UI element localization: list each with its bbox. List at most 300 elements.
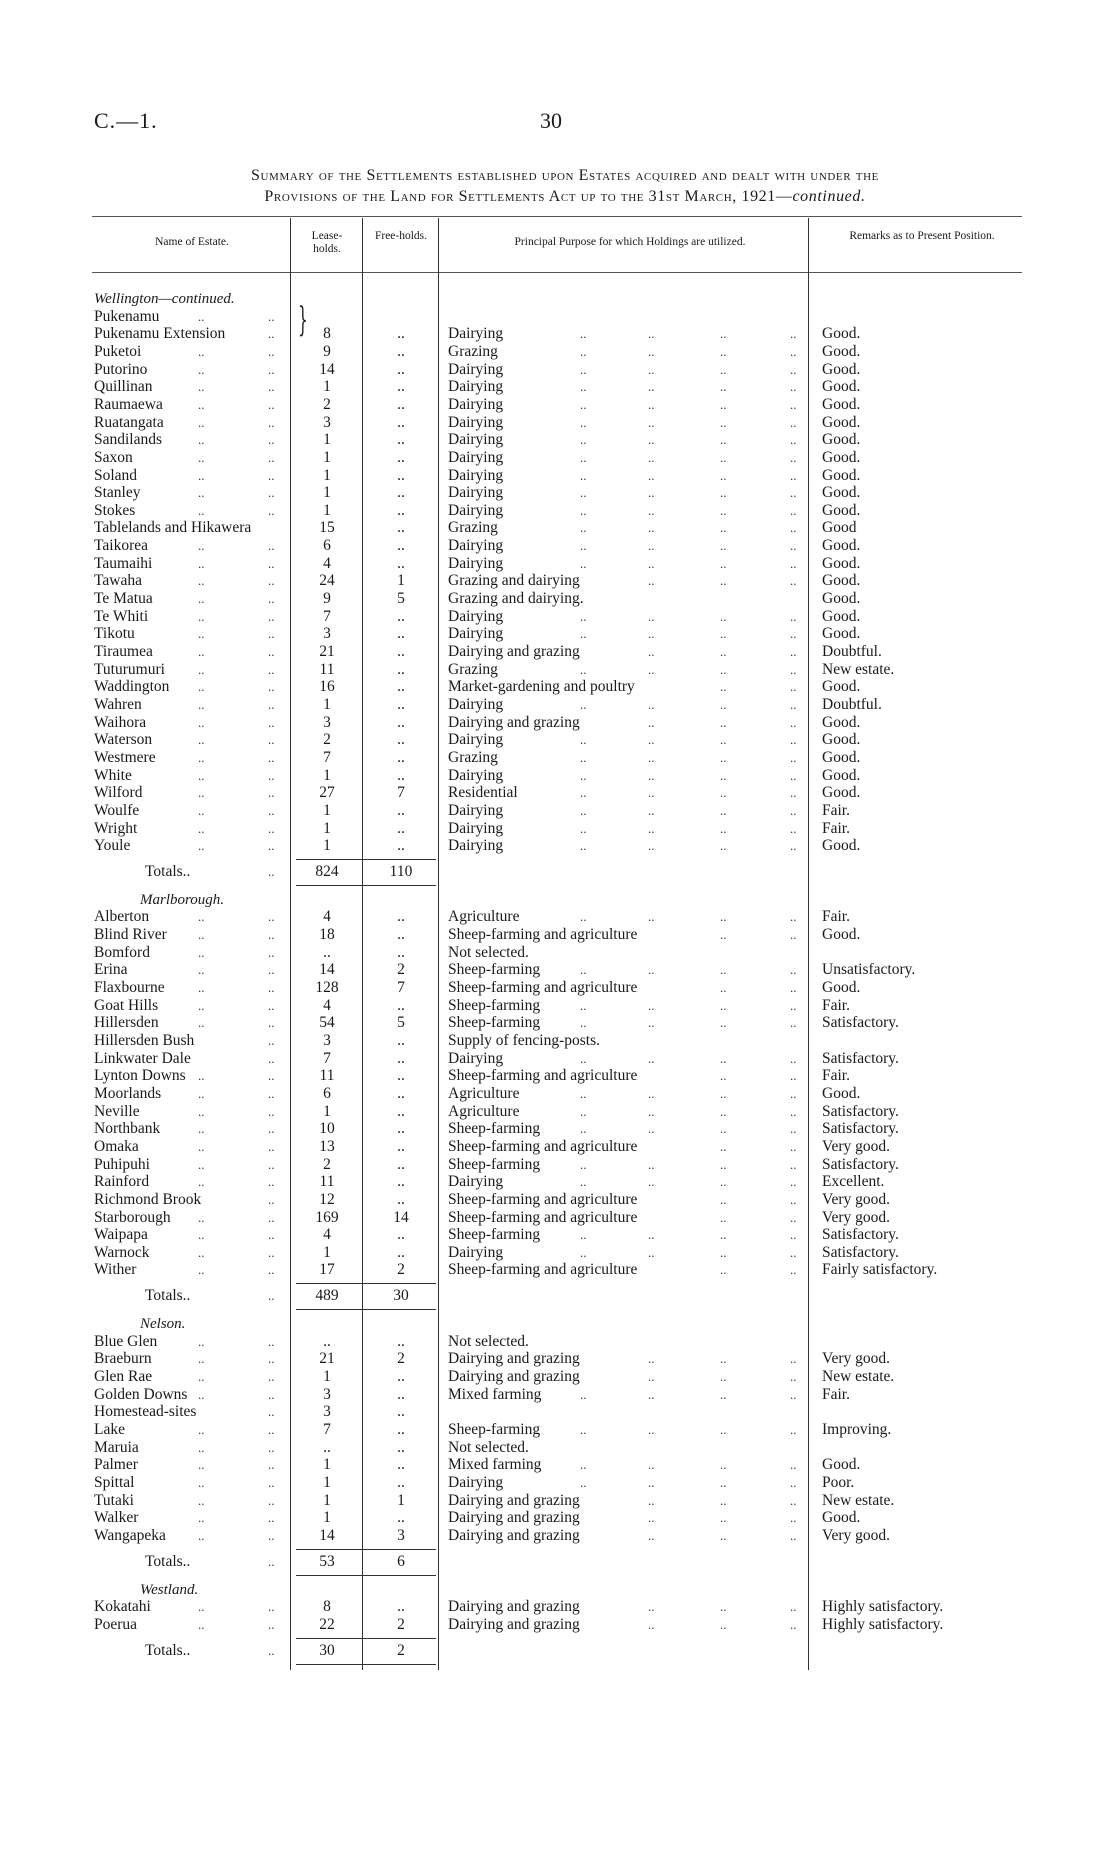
purpose-text: Sheep-farming	[448, 1226, 541, 1244]
purpose-text: Dairying and grazing	[448, 713, 580, 731]
purpose-leader-dots: ..	[648, 502, 655, 518]
purpose-leader-dots: ..	[790, 379, 797, 395]
purpose-leader-dots: ..	[580, 1085, 587, 1101]
leaseholds-value: ..	[323, 1438, 331, 1456]
freeholds-value: 7	[397, 979, 405, 997]
remarks-text: Doubtful.	[822, 643, 882, 660]
leaseholds-value: 1	[323, 1509, 331, 1527]
name-leader-dots: ..	[268, 1174, 275, 1190]
estate-name: Palmer	[94, 1456, 138, 1474]
purpose-leader-dots: ..	[790, 732, 797, 748]
remarks-text: Good.	[822, 431, 861, 449]
freeholds-value: ..	[397, 1173, 405, 1191]
name-leader-dots: ..	[198, 343, 205, 359]
leaseholds-value: 4	[323, 554, 331, 572]
leaseholds-value: 3	[323, 625, 331, 643]
estate-name: Stokes	[94, 501, 136, 519]
leaseholds-value: 11	[319, 660, 335, 678]
remarks-text: Good.	[822, 395, 861, 413]
remarks-text: Good.	[822, 926, 861, 944]
freeholds-value: 1	[397, 572, 405, 590]
totals-leader-dots: ..	[268, 1553, 275, 1569]
purpose-text: Sheep-farming and agriculture	[448, 1208, 638, 1226]
remarks-text: Good.	[822, 484, 861, 502]
purpose-leader-dots: ..	[790, 326, 797, 342]
name-leader-dots: ..	[198, 1369, 205, 1385]
purpose-leader-dots: ..	[790, 1121, 797, 1137]
purpose-leader-dots: ..	[790, 802, 797, 818]
name-leader-dots: ..	[268, 644, 275, 659]
purpose-text: Dairying	[448, 537, 504, 555]
name-leader-dots: ..	[198, 980, 205, 996]
purpose-leader-dots: ..	[790, 1244, 797, 1260]
freeholds-value: 2	[397, 1261, 405, 1279]
totals-leader-dots: ..	[268, 1288, 275, 1304]
name-leader-dots: ..	[198, 1015, 205, 1031]
freeholds-value: ..	[397, 1190, 405, 1208]
purpose-leader-dots: ..	[720, 1386, 727, 1402]
name-leader-dots: ..	[268, 749, 275, 765]
purpose-leader-dots: ..	[580, 1103, 587, 1119]
purpose-leader-dots: ..	[580, 520, 587, 536]
leaseholds-value: 7	[323, 1049, 331, 1067]
name-leader-dots: ..	[268, 396, 275, 412]
estate-name: Wangapeka	[94, 1526, 166, 1544]
purpose-text: Sheep-farming and agriculture	[448, 979, 638, 997]
purpose-leader-dots: ..	[720, 1227, 727, 1243]
freeholds-value: ..	[397, 678, 405, 696]
name-leader-dots: ..	[268, 1121, 275, 1137]
purpose-leader-dots: ..	[648, 1015, 655, 1031]
purpose-leader-dots: ..	[648, 1103, 655, 1119]
name-leader-dots: ..	[198, 1138, 205, 1154]
purpose-leader-dots: ..	[648, 1616, 655, 1632]
estate-name: Stanley	[94, 484, 141, 502]
name-column-line	[290, 218, 291, 1670]
leaseholds-value: 3	[323, 1403, 331, 1421]
name-leader-dots: ..	[198, 1599, 205, 1615]
leaseholds-value: 1	[323, 1491, 331, 1509]
remarks-text: Good	[822, 519, 857, 537]
purpose-leader-dots: ..	[790, 1174, 797, 1190]
purpose-text: Agriculture	[448, 1102, 520, 1120]
bracket: }	[298, 300, 308, 341]
purpose-leader-dots: ..	[648, 538, 655, 554]
remarks-text: Improving.	[822, 1421, 892, 1438]
purpose-leader-dots: ..	[790, 679, 797, 695]
purpose-leader-dots: ..	[648, 1085, 655, 1101]
estate-name: Waterson	[94, 731, 153, 749]
purpose-leader-dots: ..	[648, 767, 655, 783]
purpose-text: Dairying	[448, 766, 504, 784]
remarks-text: Satisfactory.	[822, 1014, 899, 1032]
name-leader-dots: ..	[268, 538, 275, 554]
purpose-text: Dairying	[448, 484, 504, 502]
purpose-leader-dots: ..	[648, 1474, 655, 1490]
purpose-text: Agriculture	[448, 908, 520, 926]
totals-label: Totals..	[145, 1287, 191, 1305]
estate-name: Wahren	[94, 695, 142, 713]
remarks-text: Excellent.	[822, 1173, 885, 1191]
leaseholds-value: 1	[323, 431, 331, 449]
freeholds-value: ..	[397, 1403, 405, 1421]
estate-name: Tikotu	[94, 625, 135, 643]
name-leader-dots: ..	[268, 980, 275, 996]
name-leader-dots: ..	[198, 927, 205, 943]
purpose-leader-dots: ..	[720, 1050, 727, 1066]
freeholds-value: ..	[397, 819, 405, 837]
freeholds-value: ..	[397, 837, 405, 855]
leaseholds-value: 1	[323, 819, 331, 837]
purpose-text: Sheep-farming	[448, 1421, 541, 1438]
purpose-leader-dots: ..	[790, 1050, 797, 1066]
purpose-leader-dots: ..	[580, 820, 587, 836]
remarks-text: New estate.	[822, 1368, 895, 1386]
remarks-text: Good.	[822, 572, 861, 590]
name-leader-dots: ..	[198, 485, 205, 501]
purpose-text: Mixed farming	[448, 1456, 542, 1474]
leaseholds-value: 8	[323, 325, 331, 343]
remarks-text: Good.	[822, 837, 861, 855]
purpose-leader-dots: ..	[720, 927, 727, 943]
name-leader-dots: ..	[198, 626, 205, 642]
purpose-text: Dairying and grazing	[448, 1509, 580, 1527]
totals-rule	[296, 859, 436, 860]
purpose-leader-dots: ..	[720, 820, 727, 836]
remarks-text: Very good.	[822, 1350, 891, 1368]
purpose-leader-dots: ..	[790, 502, 797, 518]
freeholds-value: ..	[397, 501, 405, 519]
name-leader-dots: ..	[268, 467, 275, 483]
name-leader-dots: ..	[198, 944, 205, 960]
estate-name: Walker	[94, 1509, 139, 1527]
purpose-leader-dots: ..	[790, 361, 797, 377]
purpose-leader-dots: ..	[720, 1085, 727, 1101]
purpose-leader-dots: ..	[720, 626, 727, 642]
header-bottom-rule	[92, 272, 1022, 273]
purpose-leader-dots: ..	[580, 732, 587, 748]
estate-name: Lynton Downs	[94, 1067, 186, 1085]
name-leader-dots: ..	[198, 1227, 205, 1243]
name-leader-dots: ..	[268, 1351, 275, 1367]
totals-freeholds: 6	[397, 1552, 405, 1570]
name-leader-dots: ..	[268, 343, 275, 359]
leaseholds-value: 6	[323, 1084, 331, 1102]
name-leader-dots: ..	[198, 1457, 205, 1473]
totals-label: Totals..	[145, 1552, 191, 1570]
freeholds-value: ..	[397, 801, 405, 819]
freeholds-value: ..	[397, 1120, 405, 1138]
leaseholds-value: 9	[323, 342, 331, 360]
purpose-leader-dots: ..	[790, 1085, 797, 1101]
estate-name: Goat Hills	[94, 996, 159, 1014]
leaseholds-value: 169	[315, 1208, 339, 1226]
purpose-leader-dots: ..	[790, 449, 797, 465]
purpose-leader-dots: ..	[790, 485, 797, 501]
purpose-leader-dots: ..	[790, 1068, 797, 1084]
lease-column-line	[362, 218, 363, 1670]
purpose-text: Sheep-farming	[448, 1014, 541, 1032]
name-leader-dots: ..	[198, 785, 205, 801]
name-leader-dots: ..	[268, 1015, 275, 1031]
freeholds-value: ..	[397, 731, 405, 749]
purpose-text: Dairying	[448, 325, 504, 343]
estate-name: Neville	[94, 1102, 140, 1120]
freeholds-value: ..	[397, 908, 405, 926]
purpose-text: Dairying	[448, 819, 504, 837]
freeholds-value: ..	[397, 1598, 405, 1616]
freeholds-value: ..	[397, 1226, 405, 1244]
purpose-leader-dots: ..	[790, 1103, 797, 1119]
purpose-text: Dairying	[448, 731, 504, 749]
estate-name: Wilford	[94, 784, 143, 802]
totals-leaseholds: 489	[315, 1287, 339, 1305]
name-leader-dots: ..	[268, 1369, 275, 1385]
freeholds-value: ..	[397, 1509, 405, 1527]
purpose-leader-dots: ..	[790, 396, 797, 412]
purpose-leader-dots: ..	[580, 909, 587, 925]
freeholds-value: ..	[397, 926, 405, 944]
purpose-leader-dots: ..	[720, 555, 727, 571]
purpose-leader-dots: ..	[580, 1386, 587, 1402]
purpose-leader-dots: ..	[790, 714, 797, 730]
purpose-leader-dots: ..	[790, 1492, 797, 1508]
name-leader-dots: ..	[198, 1209, 205, 1225]
purpose-leader-dots: ..	[648, 1369, 655, 1385]
purpose-leader-dots: ..	[790, 1138, 797, 1154]
freeholds-value: ..	[397, 625, 405, 643]
estate-name: Ruatangata	[94, 413, 164, 431]
purpose-leader-dots: ..	[790, 749, 797, 765]
purpose-text: Sheep-farming	[448, 961, 541, 979]
name-leader-dots: ..	[268, 696, 275, 712]
page-header-ref: C.—1.	[94, 108, 158, 133]
name-leader-dots: ..	[268, 997, 275, 1013]
name-leader-dots: ..	[198, 467, 205, 483]
freeholds-value: ..	[397, 996, 405, 1014]
purpose-leader-dots: ..	[648, 1227, 655, 1243]
purpose-leader-dots: ..	[648, 1174, 655, 1190]
purpose-leader-dots: ..	[648, 326, 655, 342]
purpose-leader-dots: ..	[648, 343, 655, 359]
leaseholds-value: ..	[323, 943, 331, 961]
purpose-leader-dots: ..	[648, 1244, 655, 1260]
freeholds-value: ..	[397, 1137, 405, 1155]
name-leader-dots: ..	[268, 767, 275, 783]
purpose-leader-dots: ..	[648, 379, 655, 395]
name-leader-dots: ..	[268, 1244, 275, 1260]
totals-freeholds: 2	[397, 1641, 405, 1659]
name-leader-dots: ..	[268, 591, 275, 607]
estate-name: Puketoi	[94, 342, 142, 360]
remarks-text: Good.	[822, 1509, 861, 1527]
remarks-text: Good.	[822, 1456, 861, 1474]
estate-name: Te Matua	[94, 590, 153, 608]
freeholds-value: ..	[397, 660, 405, 678]
purpose-leader-dots: ..	[720, 1138, 727, 1154]
name-leader-dots: ..	[268, 432, 275, 448]
purpose-leader-dots: ..	[580, 1156, 587, 1172]
purpose-leader-dots: ..	[580, 1474, 587, 1490]
leaseholds-value: 27	[319, 784, 335, 802]
purpose-leader-dots: ..	[790, 1616, 797, 1632]
name-leader-dots: ..	[198, 1439, 205, 1455]
purpose-leader-dots: ..	[580, 414, 587, 430]
name-leader-dots: ..	[198, 432, 205, 448]
totals-rule-bottom	[296, 1575, 436, 1576]
purpose-text: Grazing and dairying	[448, 572, 580, 590]
name-leader-dots: ..	[198, 802, 205, 818]
purpose-leader-dots: ..	[580, 838, 587, 854]
purpose-leader-dots: ..	[648, 1386, 655, 1402]
purpose-leader-dots: ..	[790, 838, 797, 854]
purpose-leader-dots: ..	[790, 1156, 797, 1172]
remarks-text: Good.	[822, 378, 861, 396]
col-header-purpose: Principal Purpose for which Holdings are utilized.	[514, 236, 746, 248]
freeholds-value: ..	[397, 325, 405, 343]
remarks-text: Fair.	[822, 908, 850, 926]
name-leader-dots: ..	[198, 661, 205, 677]
name-leader-dots: ..	[268, 661, 275, 677]
purpose-leader-dots: ..	[720, 1422, 727, 1437]
purpose-text: Dairying	[448, 431, 504, 449]
remarks-text: Good.	[822, 360, 861, 378]
purpose-leader-dots: ..	[648, 785, 655, 801]
name-leader-dots: ..	[268, 626, 275, 642]
name-leader-dots: ..	[268, 1404, 275, 1420]
purpose-leader-dots: ..	[720, 1191, 727, 1207]
purpose-leader-dots: ..	[720, 1103, 727, 1119]
name-leader-dots: ..	[268, 379, 275, 395]
freeholds-value: ..	[397, 1084, 405, 1102]
purpose-leader-dots: ..	[790, 467, 797, 483]
purpose-leader-dots: ..	[720, 785, 727, 801]
name-leader-dots: ..	[198, 1068, 205, 1084]
freeholds-value: ..	[397, 448, 405, 466]
name-leader-dots: ..	[198, 1333, 205, 1349]
purpose-leader-dots: ..	[720, 538, 727, 554]
remarks-text: Highly satisfactory.	[822, 1598, 944, 1616]
leaseholds-value: 13	[319, 1137, 335, 1155]
remarks-text: Very good.	[822, 1526, 891, 1544]
purpose-leader-dots: ..	[790, 644, 797, 659]
estate-name: Tiraumea	[94, 643, 153, 660]
freeholds-value: ..	[397, 1368, 405, 1386]
estate-name: Youle	[94, 837, 131, 855]
purpose-leader-dots: ..	[790, 767, 797, 783]
purpose-text: Not selected.	[448, 943, 529, 961]
purpose-leader-dots: ..	[790, 1422, 797, 1437]
name-leader-dots: ..	[268, 361, 275, 377]
totals-rule	[296, 1638, 436, 1639]
page-number: 30	[540, 108, 562, 133]
purpose-leader-dots: ..	[648, 573, 655, 589]
purpose-leader-dots: ..	[790, 661, 797, 677]
estate-name: Blue Glen	[94, 1332, 158, 1350]
leaseholds-value: 1	[323, 484, 331, 502]
purpose-leader-dots: ..	[790, 520, 797, 536]
name-leader-dots: ..	[198, 414, 205, 430]
leaseholds-value: 15	[319, 519, 335, 537]
purpose-text: Sheep-farming and agriculture	[448, 1137, 638, 1155]
purpose-leader-dots: ..	[720, 502, 727, 518]
purpose-leader-dots: ..	[790, 1510, 797, 1526]
name-leader-dots: ..	[268, 1333, 275, 1349]
remarks-text: Good.	[822, 748, 861, 766]
purpose-leader-dots: ..	[648, 1492, 655, 1508]
purpose-leader-dots: ..	[720, 679, 727, 695]
col-header-leaseholds: Lease-holds.	[311, 230, 343, 255]
remarks-text: Fair.	[822, 1067, 850, 1085]
purpose-text: Sheep-farming and agriculture	[448, 1190, 638, 1208]
purpose-text: Dairying	[448, 625, 504, 643]
leaseholds-value: 3	[323, 713, 331, 731]
totals-rule-bottom	[296, 885, 436, 886]
purpose-leader-dots: ..	[720, 1616, 727, 1632]
name-leader-dots: ..	[268, 1439, 275, 1455]
leaseholds-value: 1	[323, 1473, 331, 1491]
freeholds-value: ..	[397, 1067, 405, 1085]
purpose-leader-dots: ..	[790, 1015, 797, 1031]
estate-name: Raumaewa	[94, 395, 163, 413]
freeholds-value: ..	[397, 1456, 405, 1474]
estate-name: Golden Downs	[94, 1385, 188, 1403]
remarks-text: Good.	[822, 501, 861, 519]
purpose-leader-dots: ..	[648, 1510, 655, 1526]
purpose-leader-dots: ..	[720, 802, 727, 818]
purpose-leader-dots: ..	[580, 379, 587, 395]
freeholds-value: 5	[397, 590, 405, 608]
freeholds-value: ..	[397, 766, 405, 784]
purpose-leader-dots: ..	[648, 467, 655, 483]
name-leader-dots: ..	[198, 1156, 205, 1172]
purpose-leader-dots: ..	[580, 626, 587, 642]
remarks-text: Good.	[822, 466, 861, 484]
purpose-text: Dairying and grazing	[448, 1598, 580, 1616]
purpose-leader-dots: ..	[790, 1527, 797, 1543]
name-leader-dots: ..	[268, 1209, 275, 1225]
freeholds-value: ..	[397, 1049, 405, 1067]
purpose-leader-dots: ..	[648, 962, 655, 978]
purpose-leader-dots: ..	[580, 785, 587, 801]
purpose-leader-dots: ..	[580, 432, 587, 448]
purpose-leader-dots: ..	[720, 485, 727, 501]
estate-name: Soland	[94, 466, 138, 484]
purpose-leader-dots: ..	[580, 343, 587, 359]
name-leader-dots: ..	[268, 308, 275, 324]
totals-leaseholds: 824	[315, 862, 339, 880]
estate-name: Northbank	[94, 1120, 161, 1138]
leaseholds-value: 14	[319, 360, 335, 378]
estate-name: Maruia	[94, 1438, 139, 1456]
estate-name: Tutaki	[94, 1491, 134, 1509]
purpose-leader-dots: ..	[580, 1227, 587, 1243]
name-leader-dots: ..	[198, 1616, 205, 1632]
name-leader-dots: ..	[198, 820, 205, 836]
estate-name: White	[94, 766, 132, 784]
remarks-text: Good.	[822, 590, 861, 608]
totals-rule-bottom	[296, 1664, 436, 1665]
purpose-leader-dots: ..	[720, 1262, 727, 1278]
name-leader-dots: ..	[268, 927, 275, 943]
remarks-text: Very good.	[822, 1208, 891, 1226]
purpose-leader-dots: ..	[790, 573, 797, 589]
totals-label: Totals..	[145, 1641, 191, 1659]
leaseholds-value: 2	[323, 1155, 331, 1173]
freeholds-value: ..	[397, 395, 405, 413]
estate-name: Putorino	[94, 360, 148, 378]
freeholds-value: ..	[397, 1155, 405, 1173]
